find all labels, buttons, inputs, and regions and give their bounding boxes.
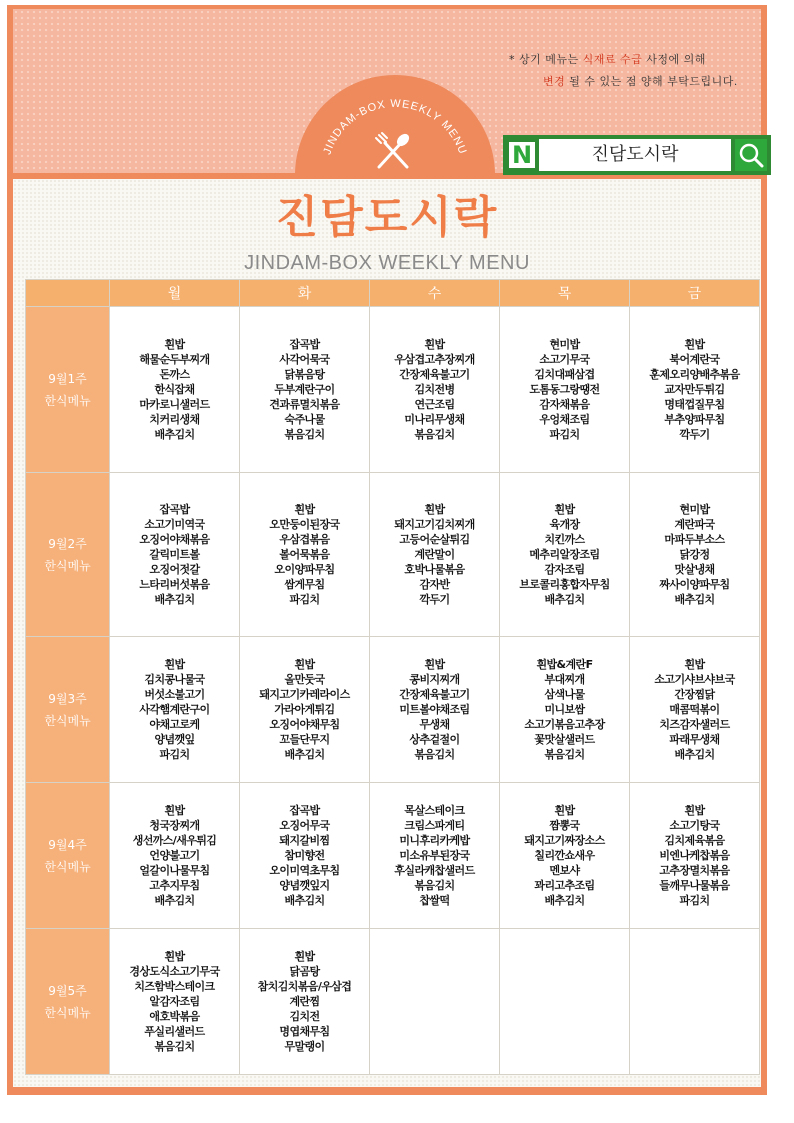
menu-item: 알감자조림 (149, 995, 200, 1008)
menu-item: 소고기탕국 (669, 819, 720, 832)
menu-item: 짜사이양파무침 (659, 578, 730, 591)
menu-cell-thu (500, 783, 630, 929)
menu-item: 부추양파무침 (664, 413, 725, 426)
menu-item: 배추김치 (544, 894, 585, 907)
menu-item: 오징어젓갈 (149, 563, 200, 576)
menu-cell-fri (630, 473, 760, 637)
menu-item: 감자반 (419, 578, 450, 591)
menu-item: 얼갈이나물무침 (139, 864, 210, 877)
notice-middle: 사정에 의해 (642, 53, 706, 66)
menu-item: 치즈감자샐러드 (659, 718, 730, 731)
menu-item: 우엉채조림 (539, 413, 590, 426)
week-label-cell (26, 473, 110, 637)
week-label-cell (26, 307, 110, 473)
menu-item: 무생채 (419, 718, 450, 731)
menu-item: 흰밥 (164, 950, 185, 963)
menu-item: 청국장찌개 (149, 819, 200, 832)
menu-item-list (259, 657, 349, 762)
menu-item: 사각어묵국 (279, 353, 330, 366)
menu-item: 고등어순살튀김 (399, 533, 470, 546)
menu-item: 훈제오리양배추볶음 (649, 368, 740, 381)
menu-item: 들깨무나물볶음 (659, 879, 730, 892)
week-sublabel: 한식메뉴 (44, 1005, 91, 1020)
menu-item-list (394, 803, 474, 908)
menu-item: 잡곡밥 (289, 804, 320, 817)
menu-item: 치킨까스 (544, 533, 585, 546)
menu-cell-fri (630, 307, 760, 473)
menu-item-list (524, 803, 604, 908)
menu-item: 사각햄계란구이 (139, 703, 210, 716)
week-row-1 (26, 307, 760, 473)
menu-cell-thu (500, 307, 630, 473)
menu-item: 야채고로케 (149, 718, 200, 731)
menu-item-list (524, 657, 604, 762)
menu-item: 오만둥이된장국 (269, 518, 340, 531)
menu-item-list (394, 337, 474, 442)
menu-item: 닭강정 (679, 548, 710, 561)
menu-item: 소고기미역국 (144, 518, 205, 531)
menu-item: 버섯소불고기 (144, 688, 205, 701)
menu-item: 참미향전 (284, 849, 325, 862)
menu-item: 파김치 (679, 894, 710, 907)
menu-cell-mon (110, 637, 240, 783)
menu-item: 브로콜리홍합자무침 (519, 578, 610, 591)
menu-content (13, 179, 761, 1087)
menu-item: 돼지고기김치찌개 (394, 518, 475, 531)
menu-item: 배추김치 (154, 894, 195, 907)
menu-item: 볶음김치 (414, 879, 455, 892)
menu-item-list (133, 803, 217, 908)
week-row-5 (26, 929, 760, 1075)
menu-item: 명엽채무침 (279, 1025, 330, 1038)
menu-item: 소고기무국 (539, 353, 590, 366)
menu-cell-thu (500, 637, 630, 783)
menu-item: 배추김치 (284, 894, 325, 907)
menu-item: 흰밥&계란F (536, 658, 593, 671)
menu-item: 배추김치 (544, 593, 585, 606)
menu-item-list (269, 803, 339, 908)
menu-item: 흰밥 (294, 950, 315, 963)
menu-item: 참치김치볶음/우삼겹 (257, 980, 352, 993)
day-header-tue: 화 (240, 280, 370, 307)
menu-item: 매콤떡볶이 (669, 703, 720, 716)
menu-item: 오징어야채무침 (269, 718, 340, 731)
menu-item: 돼지고기짜장소스 (524, 834, 605, 847)
menu-item: 고추장멸치볶음 (659, 864, 730, 877)
menu-cell-tue (240, 637, 370, 783)
menu-item: 미나리무생채 (404, 413, 465, 426)
menu-item: 치커리생채 (149, 413, 200, 426)
week-label: 9월3주 (48, 691, 87, 706)
day-header-thu: 목 (500, 280, 630, 307)
menu-item-list (519, 502, 609, 607)
badge-arc-text: JINDAM-BOX WEEKLY MENU (321, 97, 469, 157)
menu-cell-tue (240, 307, 370, 473)
menu-item: 볶음김치 (414, 428, 455, 441)
menu-item-list (394, 502, 474, 607)
menu-item: 볶음김치 (414, 748, 455, 761)
week-label: 9월4주 (48, 837, 87, 852)
week-label-cell (26, 637, 110, 783)
menu-item: 연근조림 (414, 398, 455, 411)
menu-cell-fri (630, 783, 760, 929)
magnifier-icon[interactable] (735, 139, 767, 171)
day-header-mon: 월 (110, 280, 240, 307)
menu-item: 꽃맛살샐러드 (534, 733, 595, 746)
menu-cell-thu (500, 473, 630, 637)
menu-item: 북어계란국 (669, 353, 720, 366)
menu-item: 숙주나물 (284, 413, 325, 426)
menu-cell-tue (240, 929, 370, 1075)
menu-cell-fri (630, 637, 760, 783)
menu-item: 짬뽕국 (549, 819, 580, 832)
notice-suffix: 될 수 있는 점 양해 부탁드립니다. (565, 75, 738, 88)
menu-item: 닭곰탕 (289, 965, 320, 978)
menu-item: 잡곡밥 (289, 338, 320, 351)
week-sublabel: 한식메뉴 (44, 713, 91, 728)
weekly-menu-table (25, 279, 760, 1075)
menu-item: 깍두기 (679, 428, 710, 441)
menu-item: 상추겉절이 (409, 733, 460, 746)
notice-text (485, 49, 765, 93)
menu-item: 애호박볶음 (149, 1010, 200, 1023)
day-header-row (26, 280, 760, 307)
menu-item: 흰밥 (424, 338, 445, 351)
menu-item: 꽈리고추조림 (534, 879, 595, 892)
week-sublabel: 한식메뉴 (44, 859, 91, 874)
menu-item: 현미밥 (549, 338, 580, 351)
menu-item: 한식잡채 (154, 383, 195, 396)
menu-item: 파김치 (549, 428, 580, 441)
menu-item: 부대찌개 (544, 673, 585, 686)
week-sublabel: 한식메뉴 (44, 558, 91, 573)
menu-item: 깍두기 (419, 593, 450, 606)
menu-cell-mon (110, 473, 240, 637)
menu-item: 꼬들단무지 (279, 733, 330, 746)
menu-item: 닭볶음탕 (284, 368, 325, 381)
menu-item-list (258, 949, 352, 1054)
day-header-wed: 수 (370, 280, 500, 307)
week-label: 9월5주 (48, 983, 87, 998)
menu-item: 해물순두부찌개 (139, 353, 210, 366)
menu-item-list (659, 502, 729, 607)
menu-item: 계란파국 (674, 518, 715, 531)
menu-item: 미트볼야채조림 (399, 703, 470, 716)
menu-item: 흰밥 (294, 658, 315, 671)
menu-item: 갈릭미트볼 (149, 548, 200, 561)
menu-item: 쌈게무침 (284, 578, 325, 591)
menu-item-list (659, 803, 729, 908)
page-title: 진담도시락 (275, 192, 499, 243)
menu-cell-wed (370, 473, 500, 637)
page-frame (7, 5, 767, 1095)
menu-item: 계란말이 (414, 548, 455, 561)
menu-item: 간장제육불고기 (399, 688, 470, 701)
menu-item: 육개장 (549, 518, 580, 531)
menu-item: 양념깻잎지 (279, 879, 330, 892)
menu-item: 경상도식소고기무국 (129, 965, 220, 978)
menu-item: 메추리알장조림 (529, 548, 600, 561)
week-sublabel: 한식메뉴 (44, 393, 91, 408)
menu-cell-mon (110, 929, 240, 1075)
menu-item: 양념깻잎 (154, 733, 195, 746)
menu-item: 삼색나물 (544, 688, 585, 701)
menu-item-list (269, 337, 339, 442)
menu-item: 돈까스 (159, 368, 190, 381)
menu-item: 흰밥 (684, 658, 705, 671)
menu-item: 가라아게튀김 (274, 703, 335, 716)
menu-item-list (529, 337, 599, 442)
menu-item: 언양불고기 (149, 849, 200, 862)
menu-item: 흰밥 (164, 804, 185, 817)
menu-item: 간장제육불고기 (399, 368, 470, 381)
menu-item: 두부계란구이 (274, 383, 335, 396)
menu-item: 흰밥 (294, 503, 315, 516)
menu-item: 호박나물볶음 (404, 563, 465, 576)
menu-item: 감자채볶음 (539, 398, 590, 411)
menu-item: 파김치 (289, 593, 320, 606)
menu-item: 멘보샤 (549, 864, 580, 877)
search-input[interactable]: 진담도시락 (539, 139, 731, 171)
week-label: 9월2주 (48, 536, 87, 551)
menu-item: 배추김치 (284, 748, 325, 761)
menu-item-list (129, 949, 219, 1054)
menu-item: 배추김치 (154, 428, 195, 441)
menu-item: 소고기볶음고추장 (524, 718, 605, 731)
menu-item: 후실라캐찹샐러드 (394, 864, 475, 877)
menu-item: 느타리버섯볶음 (139, 578, 210, 591)
week-label-cell (26, 783, 110, 929)
notice-highlight-change: 변경 (543, 75, 566, 88)
menu-cell-mon (110, 307, 240, 473)
search-box[interactable] (503, 135, 771, 175)
menu-item: 흰밥 (424, 503, 445, 516)
menu-item-list (654, 657, 734, 762)
menu-item: 배추김치 (674, 748, 715, 761)
menu-item: 우삼겹볶음 (279, 533, 330, 546)
menu-item-list (139, 337, 209, 442)
menu-item: 볶음김치 (284, 428, 325, 441)
menu-item: 감자조림 (544, 563, 585, 576)
menu-item: 생선까스/새우튀김 (132, 834, 217, 847)
menu-item: 오이미역초무침 (269, 864, 340, 877)
notice-prefix: * 상기 메뉴는 (509, 53, 583, 66)
menu-item: 오징어야채볶음 (139, 533, 210, 546)
menu-cell-wed (370, 307, 500, 473)
menu-item: 계란찜 (289, 995, 320, 1008)
menu-item: 비엔나케찹볶음 (659, 849, 730, 862)
week-label-cell (26, 929, 110, 1075)
menu-item: 콩비지찌개 (409, 673, 460, 686)
week-label: 9월1주 (48, 371, 87, 386)
page-subtitle: JINDAM-BOX WEEKLY MENU (244, 252, 530, 274)
menu-item: 흰밥 (684, 804, 705, 817)
menu-item: 흰밥 (164, 658, 185, 671)
week-row-4 (26, 783, 760, 929)
menu-item: 맛살냉채 (674, 563, 715, 576)
menu-cell-mon (110, 783, 240, 929)
naver-logo-icon: N (509, 142, 535, 168)
menu-cell-thu (500, 929, 630, 1075)
menu-cell-fri (630, 929, 760, 1075)
menu-item: 김치전병 (414, 383, 455, 396)
menu-cell-wed (370, 929, 500, 1075)
menu-item: 견과류멸치볶음 (269, 398, 340, 411)
menu-item: 올만둣국 (284, 673, 325, 686)
menu-cell-tue (240, 783, 370, 929)
menu-item: 크림스파게티 (404, 819, 465, 832)
menu-item: 고추지무침 (149, 879, 200, 892)
header-corner (26, 280, 110, 307)
menu-item: 흰밥 (684, 338, 705, 351)
menu-item: 흰밥 (164, 338, 185, 351)
menu-item: 돼지고기카레라이스 (259, 688, 350, 701)
menu-item: 흰밥 (554, 804, 575, 817)
menu-cell-wed (370, 637, 500, 783)
week-row-3 (26, 637, 760, 783)
menu-item: 무말랭이 (284, 1040, 325, 1053)
menu-item: 잡곡밥 (159, 503, 190, 516)
menu-item: 흰밥 (554, 503, 575, 516)
menu-item-list (139, 657, 209, 762)
menu-item: 소고기샤브샤브국 (654, 673, 735, 686)
menu-item: 마파두부소스 (664, 533, 725, 546)
menu-item: 흰밥 (424, 658, 445, 671)
menu-item: 마카로니샐러드 (139, 398, 210, 411)
menu-item: 배추김치 (674, 593, 715, 606)
menu-item: 볶음김치 (154, 1040, 195, 1053)
menu-item: 파래무생채 (669, 733, 720, 746)
menu-item: 우삼겹고추장찌개 (394, 353, 475, 366)
menu-item: 배추김치 (154, 593, 195, 606)
menu-item: 목살스테이크 (404, 804, 465, 817)
menu-item: 현미밥 (679, 503, 710, 516)
menu-item-list (269, 502, 339, 607)
menu-item: 찹쌀떡 (419, 894, 450, 907)
menu-item: 볼어묵볶음 (279, 548, 330, 561)
menu-item: 치즈함박스테이크 (134, 980, 215, 993)
fork-spoon-icon (371, 131, 415, 175)
menu-item: 돼지갈비찜 (279, 834, 330, 847)
menu-item: 김치콩나물국 (144, 673, 205, 686)
menu-item: 간장찜닭 (674, 688, 715, 701)
menu-item-list (399, 657, 469, 762)
menu-cell-wed (370, 783, 500, 929)
menu-item: 명태껍질무침 (664, 398, 725, 411)
week-row-2 (26, 473, 760, 637)
menu-item: 교자만두튀김 (664, 383, 725, 396)
day-header-fri: 금 (630, 280, 760, 307)
menu-item: 파김치 (159, 748, 190, 761)
menu-item: 오이양파무침 (274, 563, 335, 576)
menu-item: 김치제육볶음 (664, 834, 725, 847)
menu-item: 김치대패삼겹 (534, 368, 595, 381)
menu-item: 미소유부된장국 (399, 849, 470, 862)
menu-item: 칠리깐쇼새우 (534, 849, 595, 862)
menu-item: 미니보쌈 (544, 703, 585, 716)
menu-item: 푸실리샐러드 (144, 1025, 205, 1038)
menu-item: 볶음김치 (544, 748, 585, 761)
menu-item-list (139, 502, 209, 607)
menu-cell-tue (240, 473, 370, 637)
menu-item-list (649, 337, 739, 442)
menu-item: 미니후리카케밥 (399, 834, 470, 847)
menu-item: 김치전 (289, 1010, 320, 1023)
menu-item: 도톰동그랑땡전 (529, 383, 600, 396)
menu-item: 오징어무국 (279, 819, 330, 832)
notice-highlight-supply: 식재료 수급 (582, 53, 643, 66)
